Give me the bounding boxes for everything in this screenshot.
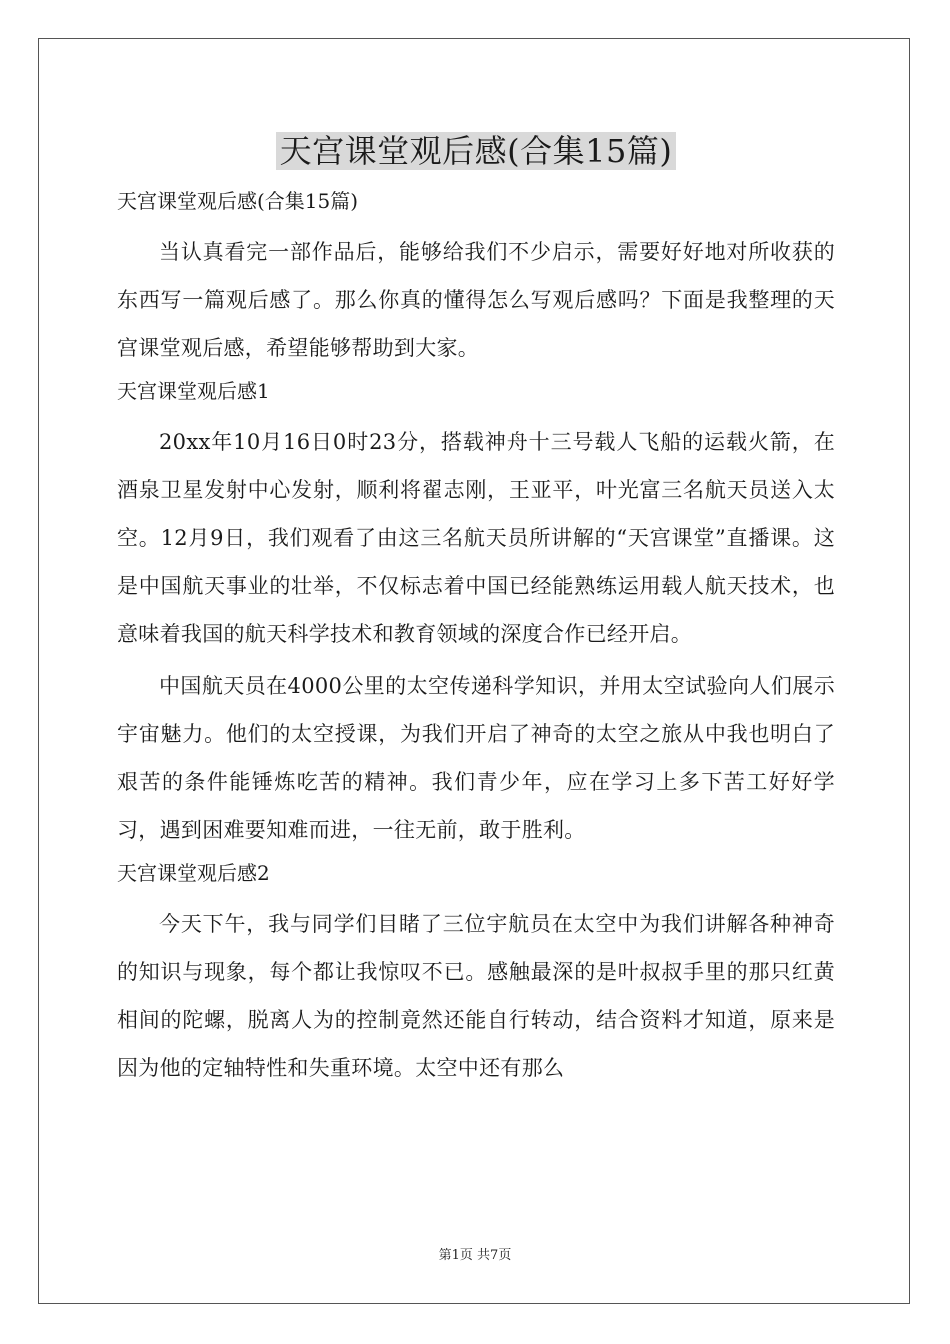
document-body [117, 124, 835, 1096]
section-heading-2: 天宫课堂观后感2 [117, 861, 270, 885]
document-title [117, 124, 835, 178]
title-text: 天宫课堂观后感(合集15篇) [276, 132, 677, 170]
section-1-paragraph-2: 中国航天员在4000公里的太空传递科学知识，并用太空试验向人们展示宇宙魅力。他们的太空授课，为我们开启了神奇的太空之旅从中我也明白了艰苦的条件能锤炼吃苦的精神。我们青少年，应在学习上多下苦工好好学习，遇到困难要知难而进，一往无前，敢于胜利。 [117, 674, 835, 842]
intro-paragraph: 当认真看完一部作品后，能够给我们不少启示，需要好好地对所收获的东西写一篇观后感了。那么你真的懂得怎么写观后感吗？下面是我整理的天宫课堂观后感，希望能够帮助到大家。 [117, 240, 835, 360]
section-2-paragraph-1: 今天下午，我与同学们目睹了三位宇航员在太空中为我们讲解各种神奇的知识与现象，每个都让我惊叹不已。感触最深的是叶叔叔手里的那只红黄相间的陀螺，脱离人为的控制竟然还能自行转动，结合资料才知道，原来是因为他的定轴特性和失重环境。太空中还有那么 [117, 912, 835, 1080]
page-footer: 第1页 共7页 [438, 1248, 512, 1263]
section-1-paragraph-1: 20xx年10月16日0时23分，搭载神舟十三号载人飞船的运载火箭，在酒泉卫星发射中心发射，顺利将翟志刚，王亚平，叶光富三名航天员送入太空。12月9日，我们观看了由这三名航天员所讲解的“天宫课堂”直播课。这是中国航天事业的壮举，不仅标志着中国已经能熟练运用载人航天技术，也意味着我国的航天科学技术和教育领域的深度合作已经开启。 [117, 430, 835, 646]
section-heading-1: 天宫课堂观后感1 [117, 379, 270, 403]
document-subtitle: 天宫课堂观后感(合集15篇) [117, 189, 359, 213]
